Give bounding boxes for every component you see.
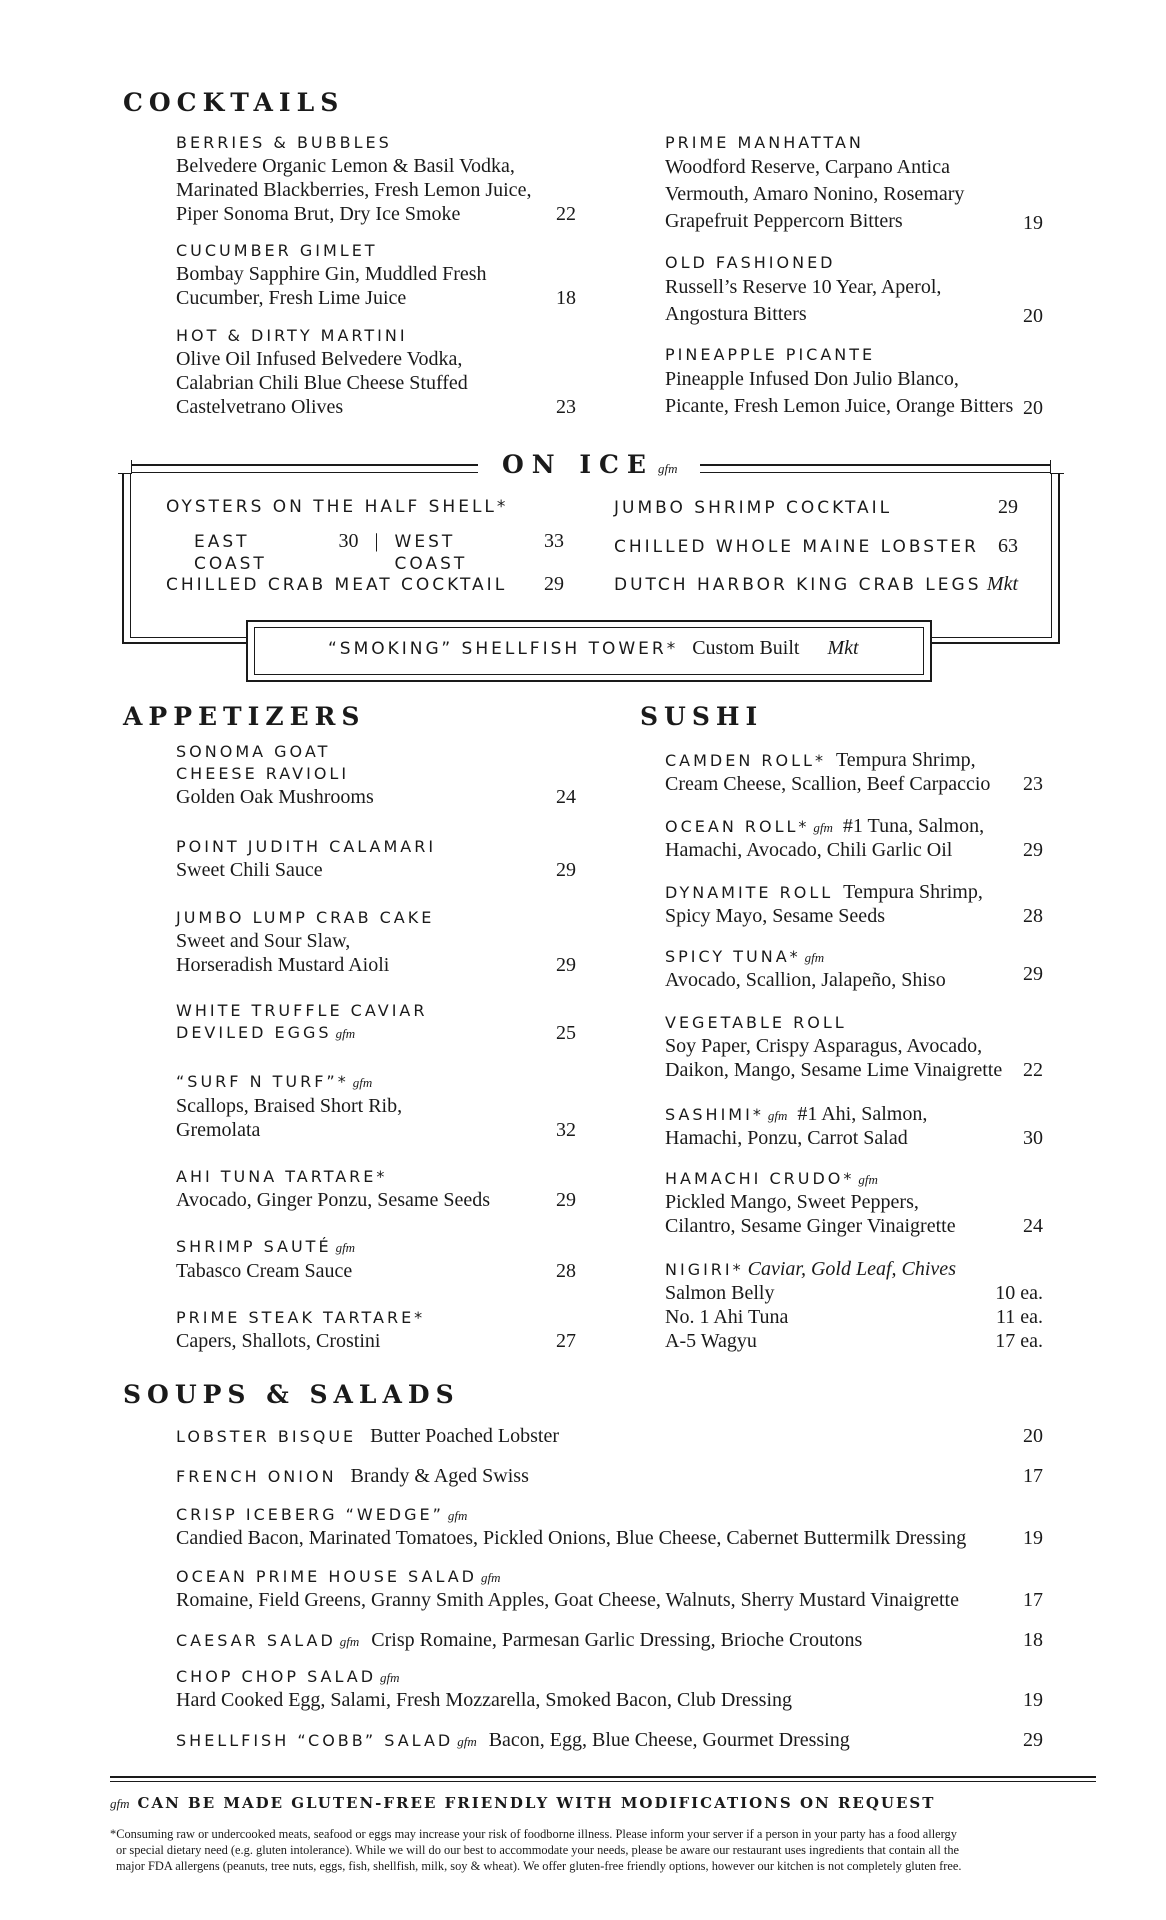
item-price: 19 [1023, 212, 1043, 234]
separator: | [374, 530, 379, 552]
item-desc: Bacon, Egg, Blue Cheese, Gourmet Dressing [488, 1729, 850, 1751]
item-name: SPICY TUNA* [665, 947, 801, 966]
gfm-mark: gfm [352, 1075, 373, 1090]
gfm-mark: gfm [481, 1570, 501, 1585]
cocktail-berries-bubbles [176, 132, 576, 226]
nigiri-price: 11 ea. [995, 1306, 1043, 1328]
appetizer-goat-cheese-ravioli [176, 741, 576, 809]
item-note: Caviar, Gold Leaf, Chives [747, 1258, 956, 1280]
item-desc: Olive Oil Infused Belvedere Vodka, [176, 348, 463, 370]
sushi-nigiri [665, 1258, 1043, 1353]
nigiri-label: No. 1 Ahi Tuna [665, 1306, 789, 1328]
item-desc: Tabasco Cream Sauce [176, 1260, 353, 1282]
item-price: 17 [1023, 1465, 1043, 1487]
appetizer-crab-cake [176, 907, 576, 977]
gfm-mark: gfm [804, 950, 825, 965]
item-price: 28 [1023, 905, 1043, 927]
sushi-dynamite-roll [665, 880, 1043, 928]
item-desc: Custom Built [692, 637, 800, 659]
item-name: LOBSTER BISQUE [176, 1427, 357, 1446]
item-desc: Daikon, Mango, Sesame Lime Vinaigrette [665, 1059, 1003, 1081]
item-desc: Hamachi, Ponzu, Carrot Salad [665, 1127, 908, 1149]
oysters-name: OYSTERS ON THE HALF SHELL* [166, 497, 509, 517]
item-price: 25 [556, 1022, 576, 1044]
item-desc: Sweet and Sour Slaw, [176, 930, 351, 952]
sushi-hamachi-crudo [665, 1168, 1043, 1238]
item-name: OCEAN ROLL* [665, 817, 810, 836]
crab-meat-cocktail [166, 573, 564, 596]
item-desc: Hard Cooked Egg, Salami, Fresh Mozzarella, Smoked Bacon, Club Dressing [176, 1689, 792, 1711]
item-price: 24 [1023, 1215, 1043, 1237]
item-price: 63 [998, 535, 1018, 557]
item-name-line [665, 814, 1043, 838]
item-desc: Tempura Shrimp, [835, 749, 976, 771]
disclaimer-line: or special dietary need (e.g. gluten intolerance). While we will do our best to accommodate your needs, please be aware our restaurant uses ingredients that contain all the [116, 1843, 960, 1857]
item-name: OLD FASHIONED [665, 253, 836, 272]
soups-salads-heading: SOUPS & SALADS [123, 1380, 460, 1409]
item-desc: Avocado, Scallion, Jalapeño, Shiso [665, 969, 946, 991]
item-desc: Cucumber, Fresh Lime Juice [176, 287, 407, 309]
item-price: 20 [1023, 397, 1043, 419]
jumbo-shrimp-cocktail [614, 496, 1018, 519]
item-desc: Crisp Romaine, Parmesan Garlic Dressing, Brioche Croutons [371, 1629, 863, 1651]
nigiri-row [665, 1281, 1043, 1305]
item-name-line [176, 1566, 1043, 1588]
item-price: 32 [556, 1119, 576, 1141]
item-price: 29 [1023, 1729, 1043, 1751]
item-name: CAMDEN ROLL* [665, 751, 826, 770]
nigiri-label: Salmon Belly [665, 1282, 775, 1304]
item-name-line-2 [176, 1022, 576, 1045]
item-name-line [665, 1168, 1043, 1190]
appetizer-shrimp-saute [176, 1236, 576, 1283]
item-desc: Bombay Sapphire Gin, Muddled Fresh [176, 263, 487, 285]
appetizer-surf-n-turf [176, 1071, 576, 1142]
item-price: 29 [544, 573, 564, 595]
item-name: VEGETABLE ROLL [665, 1013, 847, 1032]
item-name-line [176, 1504, 1043, 1526]
item-desc: Marinated Blackberries, Fresh Lemon Juice, [176, 179, 532, 201]
gfm-mark: gfm [457, 1734, 477, 1749]
item-desc: Woodford Reserve, Carpano Antica [665, 156, 950, 178]
item-price: 18 [1023, 1629, 1043, 1651]
item-name: SHELLFISH “COBB” SALAD [176, 1731, 454, 1750]
item-name: CRISP ICEBERG “WEDGE” [176, 1505, 444, 1524]
item-name: “SURF N TURF”* [176, 1072, 349, 1091]
item-price: 22 [1023, 1059, 1043, 1081]
cocktail-cucumber-gimlet [176, 240, 576, 310]
item-name: DYNAMITE ROLL [665, 883, 834, 902]
item-name: HOT & DIRTY MARTINI [176, 326, 408, 345]
item-desc: Pickled Mango, Sweet Peppers, [665, 1191, 919, 1213]
cocktail-pineapple-picante [665, 344, 1043, 420]
item-desc: Russell’s Reserve 10 Year, Aperol, [665, 276, 942, 298]
item-name: SASHIMI* [665, 1105, 764, 1124]
on-ice-heading [502, 450, 677, 479]
appetizer-steak-tartare [176, 1307, 576, 1353]
salad-house [176, 1566, 1043, 1612]
item-name-line [665, 880, 1043, 904]
item-price: 22 [556, 203, 576, 225]
soup-french-onion [176, 1464, 1043, 1488]
oysters-options [194, 530, 564, 575]
item-desc: Candied Bacon, Marinated Tomatoes, Pickled Onions, Blue Cheese, Cabernet Buttermilk Dressing [176, 1527, 967, 1549]
gluten-free-text: CAN BE MADE GLUTEN-FREE FRIENDLY WITH MODIFICATIONS ON REQUEST [137, 1794, 936, 1812]
disclaimer-line: *Consuming raw or undercooked meats, seafood or eggs may increase your risk of foodborne illness. Please inform your server if a person in your party has a food allergy [110, 1827, 957, 1841]
item-desc: Vermouth, Amaro Nonino, Rosemary [665, 183, 965, 205]
east-coast-price: 30 [338, 530, 359, 552]
gfm-mark: gfm [335, 1026, 356, 1041]
gfm-mark: gfm [813, 820, 833, 835]
maine-lobster [614, 535, 1018, 558]
item-price: 19 [1023, 1689, 1043, 1711]
item-name: CAESAR SALAD [176, 1631, 336, 1650]
item-desc: Cilantro, Sesame Ginger Vinaigrette [665, 1215, 956, 1237]
item-desc: Avocado, Ginger Ponzu, Sesame Seeds [176, 1189, 491, 1211]
item-desc: Scallops, Braised Short Rib, [176, 1095, 403, 1117]
item-name: CUCUMBER GIMLET [176, 241, 378, 260]
item-price: 29 [556, 1189, 576, 1211]
nigiri-price: 17 ea. [995, 1330, 1043, 1352]
sushi-spicy-tuna [665, 946, 1043, 992]
item-price: 18 [556, 287, 576, 309]
item-desc: Capers, Shallots, Crostini [176, 1330, 381, 1352]
salad-shellfish-cobb [176, 1728, 1043, 1752]
gfm-mark: gfm [657, 461, 678, 476]
item-desc: Sweet Chili Sauce [176, 859, 323, 881]
item-name: PINEAPPLE PICANTE [665, 345, 876, 364]
item-price: 29 [998, 496, 1018, 518]
cocktail-prime-manhattan [665, 132, 1043, 235]
item-desc: Grapefruit Peppercorn Bitters [665, 210, 903, 232]
item-desc: Castelvetrano Olives [176, 396, 344, 418]
item-name: NIGIRI* [665, 1260, 744, 1279]
item-name: OCEAN PRIME HOUSE SALAD [176, 1567, 477, 1586]
item-desc: Pineapple Infused Don Julio Blanco, [665, 368, 959, 390]
item-name-line [176, 1236, 576, 1259]
item-desc: Horseradish Mustard Aioli [176, 954, 390, 976]
salad-iceberg-wedge [176, 1504, 1043, 1550]
footer-rule [110, 1776, 1096, 1778]
gfm-mark: gfm [380, 1670, 400, 1685]
item-name: SHRIMP SAUTÉ [176, 1237, 332, 1256]
appetizers-heading: APPETIZERS [123, 702, 366, 731]
appetizer-calamari [176, 836, 576, 882]
item-desc: Spicy Mayo, Sesame Seeds [665, 905, 885, 927]
item-desc: Golden Oak Mushrooms [176, 786, 374, 808]
item-name: CHEESE RAVIOLI [176, 764, 350, 783]
soup-lobster-bisque [176, 1424, 1043, 1448]
item-price: Mkt [827, 637, 859, 659]
item-desc: Soy Paper, Crispy Asparagus, Avocado, [665, 1035, 983, 1057]
item-price: 17 [1023, 1589, 1043, 1611]
item-name: SONOMA GOAT [176, 742, 331, 761]
item-price: 24 [556, 786, 576, 808]
item-name: PRIME MANHATTAN [665, 133, 864, 152]
nigiri-row [665, 1329, 1043, 1353]
gfm-mark: gfm [335, 1240, 356, 1255]
item-desc: Cream Cheese, Scallion, Beef Carpaccio [665, 773, 991, 795]
appetizer-ahi-tuna-tartare [176, 1166, 576, 1212]
cocktail-hot-dirty-martini [176, 325, 576, 419]
east-coast-label: EAST COAST [194, 532, 267, 574]
item-name: POINT JUDITH CALAMARI [176, 837, 437, 856]
west-coast-price: 33 [544, 530, 564, 552]
gfm-mark: gfm [339, 1634, 360, 1649]
item-name-line [176, 1666, 1043, 1688]
west-coast-label: WEST COAST [394, 532, 468, 574]
item-desc: Tempura Shrimp, [843, 881, 983, 903]
king-crab-legs [614, 573, 1018, 596]
item-price: 29 [1023, 963, 1043, 985]
gfm-mark: gfm [447, 1508, 468, 1523]
item-desc: Gremolata [176, 1119, 261, 1141]
frame-corner [1050, 460, 1064, 474]
item-name: JUMBO SHRIMP COCKTAIL [614, 498, 893, 518]
item-desc: Romaine, Field Greens, Granny Smith Apples, Goat Cheese, Walnuts, Sherry Mustard Vinaigrette [176, 1589, 959, 1611]
sushi-camden-roll [665, 748, 1043, 796]
allergen-disclaimer [110, 1826, 1070, 1874]
item-name-line [665, 1258, 1043, 1281]
gfm-mark: gfm [110, 1796, 130, 1811]
item-price: 23 [556, 396, 576, 418]
item-name-line [665, 946, 1043, 968]
item-price: 29 [1023, 839, 1043, 861]
item-price: Mkt [986, 573, 1018, 595]
item-price: 29 [556, 954, 576, 976]
appetizer-deviled-eggs [176, 1000, 576, 1045]
nigiri-row [665, 1305, 1043, 1329]
sushi-vegetable-roll [665, 1012, 1043, 1082]
item-price: 19 [1023, 1527, 1043, 1549]
item-price: 20 [1023, 305, 1043, 327]
item-name: JUMBO LUMP CRAB CAKE [176, 908, 435, 927]
item-desc: #1 Ahi, Salmon, [797, 1103, 928, 1125]
nigiri-label: A-5 Wagyu [665, 1330, 757, 1352]
item-name: CHILLED WHOLE MAINE LOBSTER [614, 537, 979, 557]
nigiri-price: 10 ea. [995, 1282, 1043, 1304]
item-name: PRIME STEAK TARTARE* [176, 1308, 426, 1327]
disclaimer-line: major FDA allergens (peanuts, tree nuts, eggs, fish, shellfish, milk, soy & wheat). We offer gluten-free friendly options, however our kitchen is not completely gluten free. [116, 1859, 962, 1873]
item-price: 28 [556, 1260, 576, 1282]
item-desc: Angostura Bitters [665, 303, 807, 325]
sushi-ocean-roll [665, 814, 1043, 862]
item-desc: Calabrian Chili Blue Cheese Stuffed [176, 372, 468, 394]
item-name: DEVILED EGGS [176, 1023, 332, 1042]
item-desc: Picante, Fresh Lemon Juice, Orange Bitters [665, 395, 1014, 417]
item-name: AHI TUNA TARTARE* [176, 1167, 388, 1186]
item-name: HAMACHI CRUDO* [665, 1169, 855, 1188]
gfm-mark: gfm [767, 1108, 788, 1123]
item-name: WHITE TRUFFLE CAVIAR [176, 1001, 428, 1020]
gluten-free-note [110, 1794, 935, 1812]
item-name: BERRIES & BUBBLES [176, 133, 392, 152]
item-name-line [665, 1102, 1043, 1126]
on-ice-title: ON ICE [502, 450, 654, 479]
item-price: 30 [1023, 1127, 1043, 1149]
cocktails-heading: COCKTAILS [123, 88, 345, 117]
item-desc: Piper Sonoma Brut, Dry Ice Smoke [176, 203, 461, 225]
item-name-line [665, 748, 1043, 772]
item-price: 20 [1023, 1425, 1043, 1447]
item-desc: Butter Poached Lobster [370, 1425, 559, 1447]
item-desc: Hamachi, Avocado, Chili Garlic Oil [665, 839, 953, 861]
salad-chop-chop [176, 1666, 1043, 1712]
sushi-sashimi [665, 1102, 1043, 1150]
shellfish-tower [328, 636, 859, 660]
item-price: 23 [1023, 773, 1043, 795]
item-price: 29 [556, 859, 576, 881]
item-name: “SMOKING” SHELLFISH TOWER* [328, 639, 679, 659]
item-name: CHILLED CRAB MEAT COCKTAIL [166, 575, 508, 595]
item-desc: #1 Tuna, Salmon, [842, 815, 985, 837]
cocktail-old-fashioned [665, 252, 1043, 328]
item-name: DUTCH HARBOR KING CRAB LEGS [614, 575, 982, 595]
item-name: FRENCH ONION [176, 1467, 337, 1486]
footer-rule [110, 1781, 1096, 1782]
salad-caesar [176, 1628, 1043, 1652]
sushi-heading: SUSHI [640, 702, 764, 731]
item-desc: Brandy & Aged Swiss [350, 1465, 529, 1487]
item-name-line [176, 1071, 576, 1094]
item-name: CHOP CHOP SALAD [176, 1667, 377, 1686]
gfm-mark: gfm [858, 1172, 878, 1187]
frame-corner [118, 460, 132, 474]
item-price: 27 [556, 1330, 576, 1352]
item-desc: Belvedere Organic Lemon & Basil Vodka, [176, 155, 515, 177]
